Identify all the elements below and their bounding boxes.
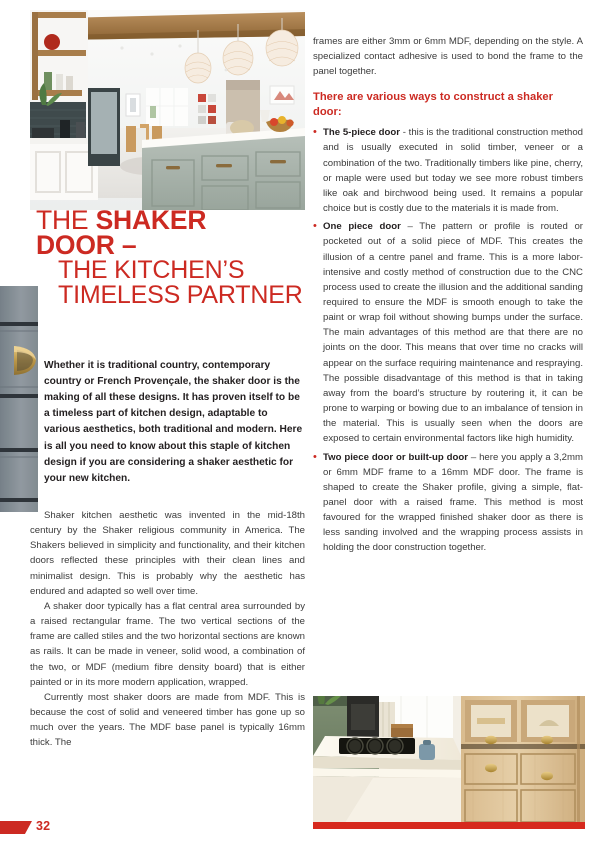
shaker-drawer-detail-photo: [0, 286, 38, 512]
photo-accent-bar: [313, 822, 585, 829]
green-oak-kitchen-photo: [313, 696, 585, 826]
folio-accent-tab: [0, 821, 32, 834]
list-item-term: The 5-piece door: [323, 127, 400, 139]
body-paragraph: Shaker kitchen aesthetic was invented in the mid-18th century by the Shaker religious community in America. The Shakers believed in simplicity and functionality, and their kitchen doors reflected these principles with their clean lines and minimalist design. This is probably why the aesthetic has endured and adapted so well over time.: [30, 510, 305, 597]
construction-methods-list: [313, 125, 583, 555]
body-paragraph: A shaker door typically has a flat central area surrounded by a raised rectangular frame. The two vertical sections of the frame are called stiles and the two horizontal sections are known as rails. It can be made in veneer, solid wood, a combination of the two, or MDF (medium fibre density board) that is either painted or in its more modern application, wrapped.: [30, 600, 305, 688]
list-item-term: One piece door: [323, 221, 401, 233]
list-item-term: Two piece door or built-up door: [323, 451, 468, 463]
page-number: 32: [36, 819, 51, 833]
article-standfirst: Whether it is traditional country, contemporary country or French Provençale, the shaker door is the making of all these designs. It has proven itself to be a timeless part of kitchen design, adaptable to various aesthetics, both traditional and modern. Here is all you need to know about this staple of kitchen design if you are considering a shaker aesthetic for your new kitchen.: [44, 360, 303, 484]
list-item: [313, 219, 583, 446]
list-item-text: - this is the traditional construction method and is usually executed in solid timber, veneer or a combination of the two. Traditionally timbers like pine, cherry, or maple were used but today we see more robust timbers like oak and birchwood being used. It remains a popular choice but is costly due to the materials it is made from.: [323, 127, 584, 215]
headline-line-3: THE KITCHEN’S TIMELESS PARTNER: [58, 255, 303, 309]
section-subheading: There are various ways to construct a shaker door:: [313, 91, 554, 119]
list-item: [313, 450, 583, 556]
body-column-left: [30, 508, 305, 751]
list-item-text: – The pattern or profile is routed or pocketed out of a solid piece of MDF. This creates the illusion of a centre panel and frame. This is a more labor-intensive and costly method of construction due to the CNC process used to create the illusion and the additional sanding required to ensure the MDF is smooth enough to take the paint or wrap foil without showing bumps under the surface. The main advantages of this method are that there are no joints on the door. This means that over time no cracks will appear on the surface requiring maintenance and respraying. The possible disadvantage of this method is that in taking away from the board’s structure by routering it, it can be prone to warping or bowing due to an imbalance of tension in the material. This is usually seen when the doors are exposed to certain environmental factors like high humidity.: [323, 221, 583, 445]
hero-kitchen-illustration: [30, 10, 305, 210]
shaker-drawer-illustration: [0, 286, 38, 512]
list-item: [313, 125, 583, 216]
headline-line-1: THE SHAKER: [36, 205, 207, 235]
body-paragraph-continued: frames are either 3mm or 6mm MDF, depending on the style. A specialized contact adhesive is used to bond the frame to the panel together.: [313, 36, 583, 78]
body-paragraph: Currently most shaker doors are made from MDF. This is because the cost of solid and veneered timber has gone up so much over the years. The MDF base panel is typically 16mm thick. The: [30, 691, 305, 749]
list-item-text: – here you apply a 3,2mm or 6mm MDF frame to a 16mm MDF door. The frame is shaped to create the Shaker profile, giving a simple, flat-panel door with a raised frame. This method is most favoured for the wrapped finished shaker door as there is less sanding involved and the wrapping process assists in holding the door construction together.: [323, 451, 583, 554]
headline-line-2: DOOR –: [36, 229, 137, 260]
body-column-right: [313, 34, 583, 559]
article-headline: [36, 205, 304, 309]
green-oak-kitchen-illustration: [313, 696, 585, 826]
hero-kitchen-photo: [30, 10, 305, 210]
